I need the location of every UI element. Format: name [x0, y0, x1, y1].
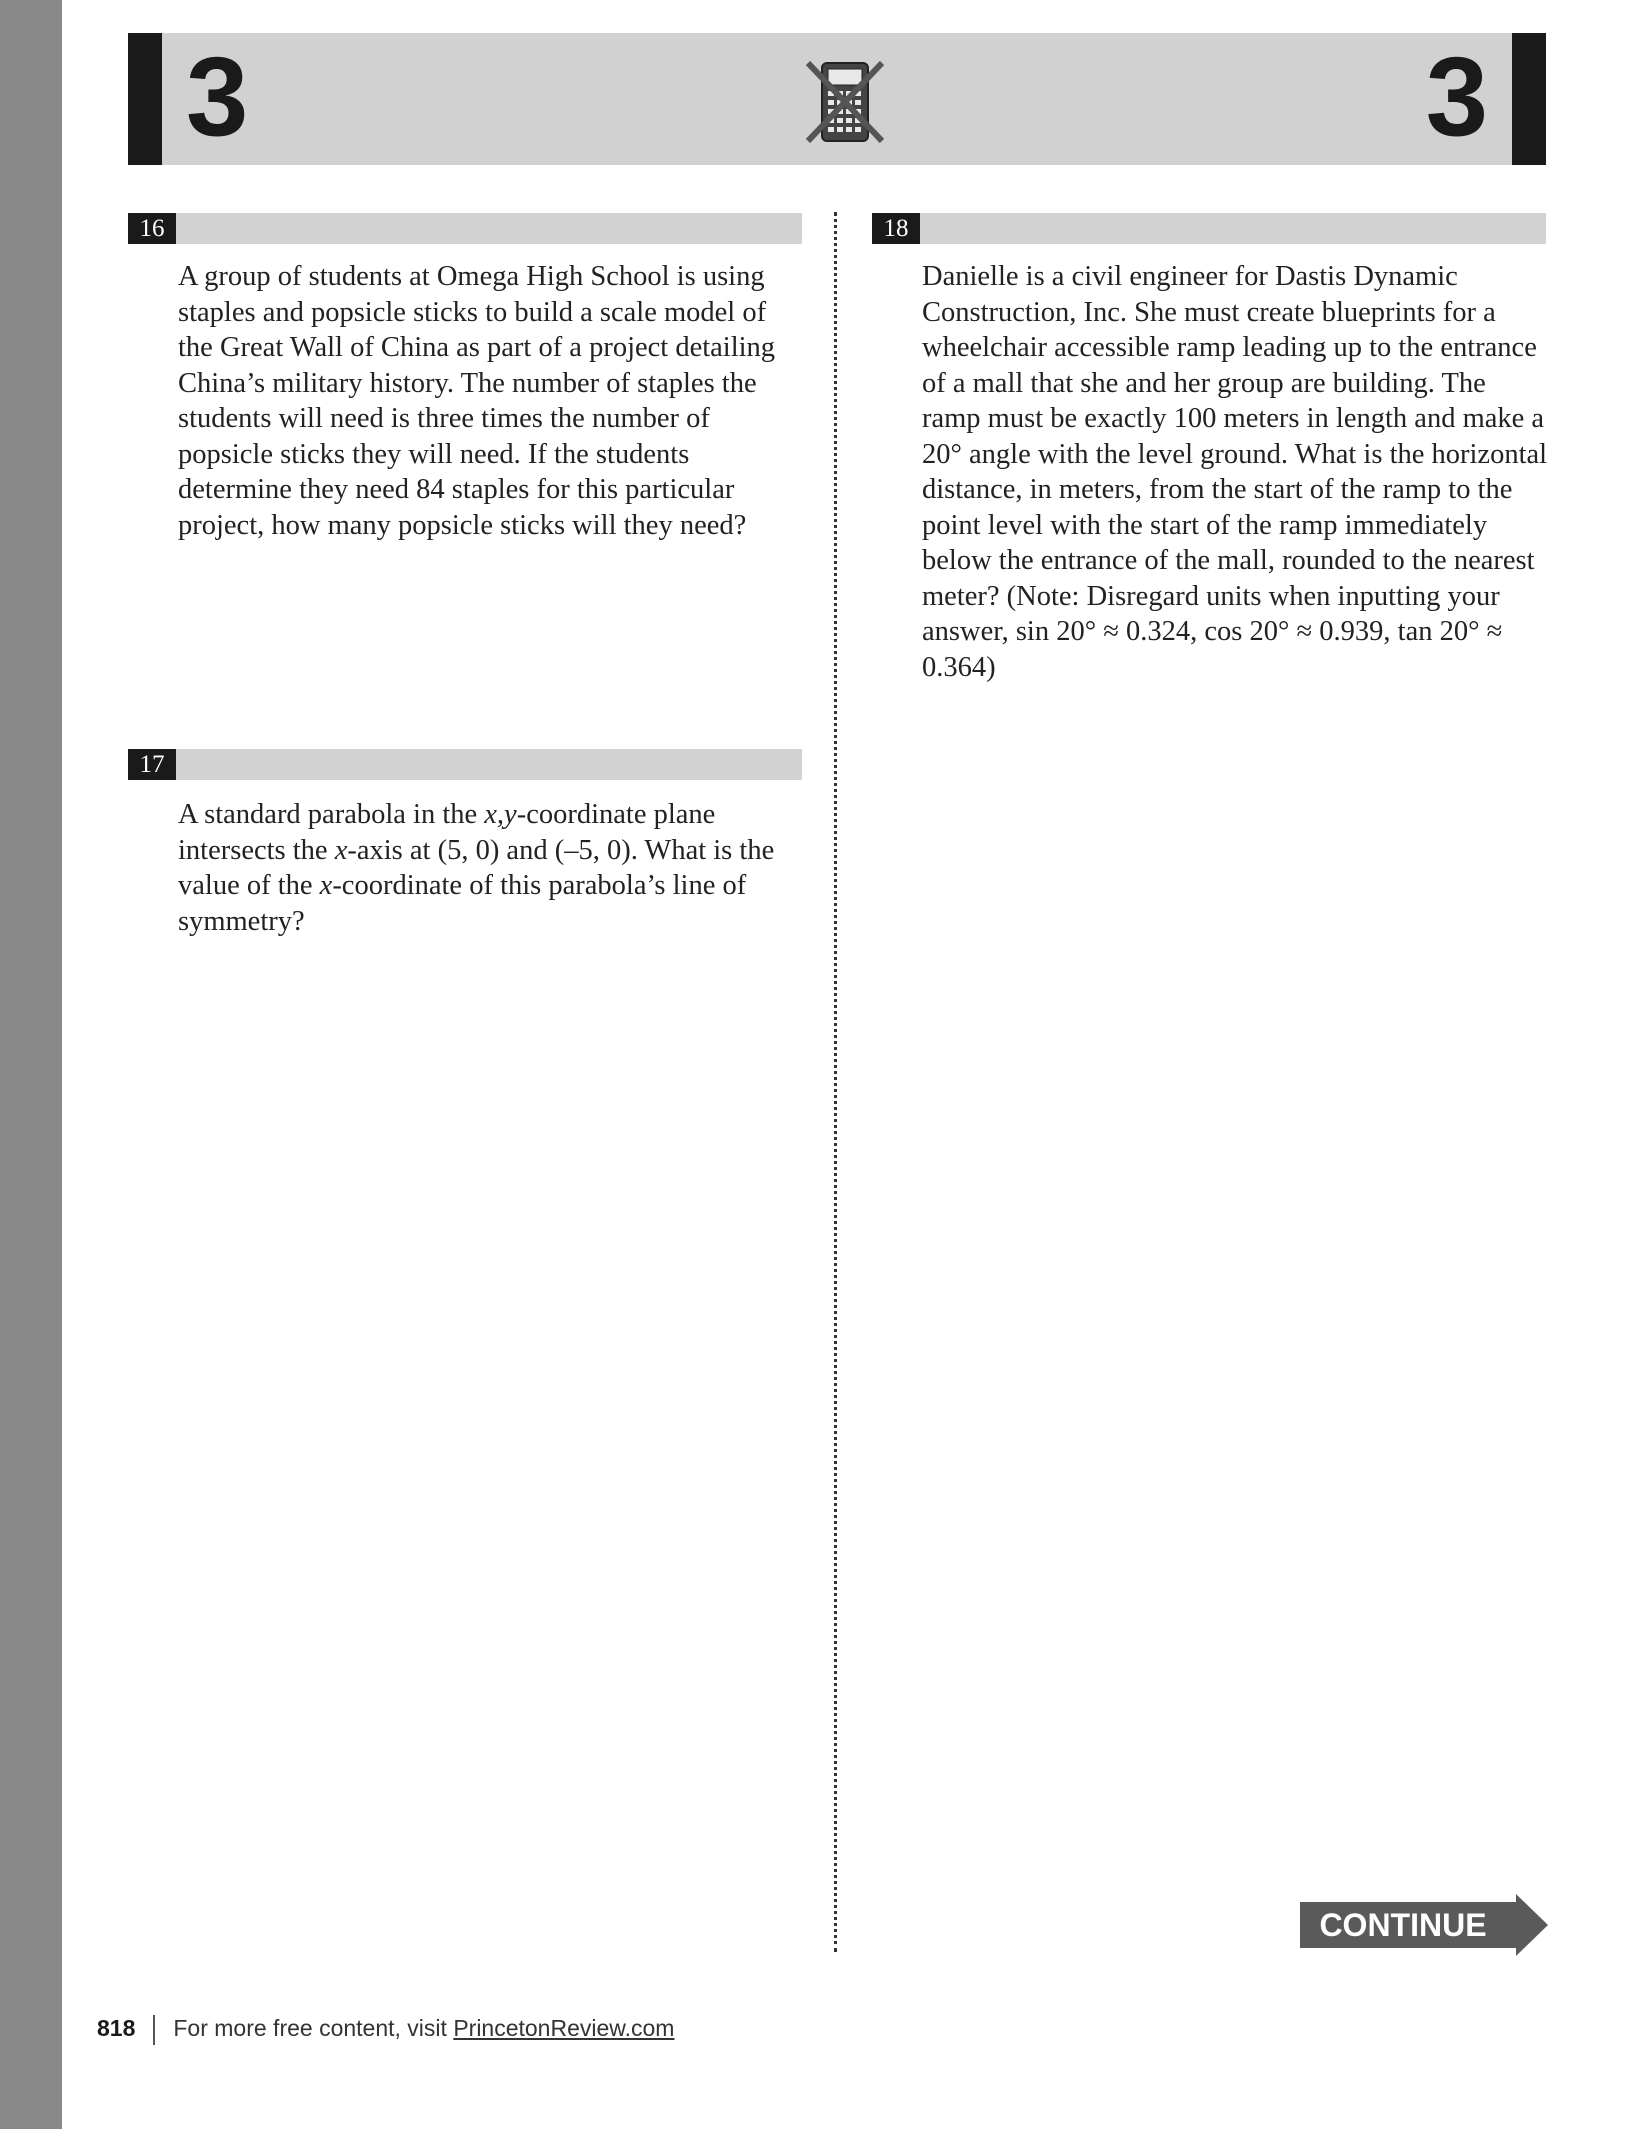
- section-number-right: 3: [1425, 34, 1488, 159]
- question-18-text: Danielle is a civil engineer for Dastis Dynamic Construction, Inc. She must create blueprints for a wheelchair accessible ramp leading up to the entrance of a mall that she and her group are building. The ramp must be exactly 100 meters in length and make a 20° angle with the level ground. What is the horizontal distance, in meters, from the start of the ramp to the point level with the start of the ramp immediately below the entrance of the mall, rounded to the nearest meter? (Note: Disregard units when inputting your answer, sin 20° ≈ 0.324, cos 20° ≈ 0.939, tan 20° ≈ 0.364): [922, 261, 1548, 683]
- continue-label: CONTINUE: [1319, 1907, 1487, 1943]
- left-margin-strip: [0, 0, 62, 2129]
- question-16-number: 16: [128, 213, 176, 244]
- footer: [97, 2010, 674, 2046]
- footer-text: For more free content, visit: [173, 2015, 454, 2041]
- q17-var-x: x: [319, 870, 333, 901]
- header-edge-left: [128, 33, 162, 165]
- question-17-text: [178, 797, 798, 939]
- header-edge-right: [1512, 33, 1546, 165]
- column-divider: [834, 212, 837, 1952]
- q17-part: -coordinate of this parabola’s line of symmetry?: [178, 870, 747, 937]
- question-18-number: 18: [872, 213, 920, 244]
- question-17-number: 17: [128, 749, 176, 780]
- section-header: [128, 33, 1546, 165]
- question-18-header: [872, 213, 1546, 244]
- no-calculator-icon: [800, 57, 890, 147]
- footer-separator: [153, 2015, 155, 2045]
- page-number: 818: [97, 2015, 136, 2041]
- q17-part: -coordinate plane intersects the: [178, 799, 716, 866]
- section-number-left: 3: [186, 34, 249, 159]
- question-16-header: [128, 213, 802, 244]
- q17-part: -axis at (5, 0) and (–5, 0). What is the value of the: [178, 834, 775, 901]
- q17-var-x: x: [334, 834, 348, 866]
- q17-var-xy: x,y: [484, 799, 517, 830]
- q17-part: A standard parabola in the: [178, 799, 485, 830]
- question-17-header: [128, 749, 802, 780]
- question-16-text: A group of students at Omega High School is using staples and popsicle sticks to build a scale model of the Great Wall of China as part of a project detailing China’s military history. The number of staples the students will need is three times the number of popsicle sticks they will need. If the students determine they need 84 staples for this particular project, how many popsicle sticks will they need?: [178, 261, 776, 541]
- footer-link[interactable]: PrincetonReview.com: [453, 2015, 675, 2041]
